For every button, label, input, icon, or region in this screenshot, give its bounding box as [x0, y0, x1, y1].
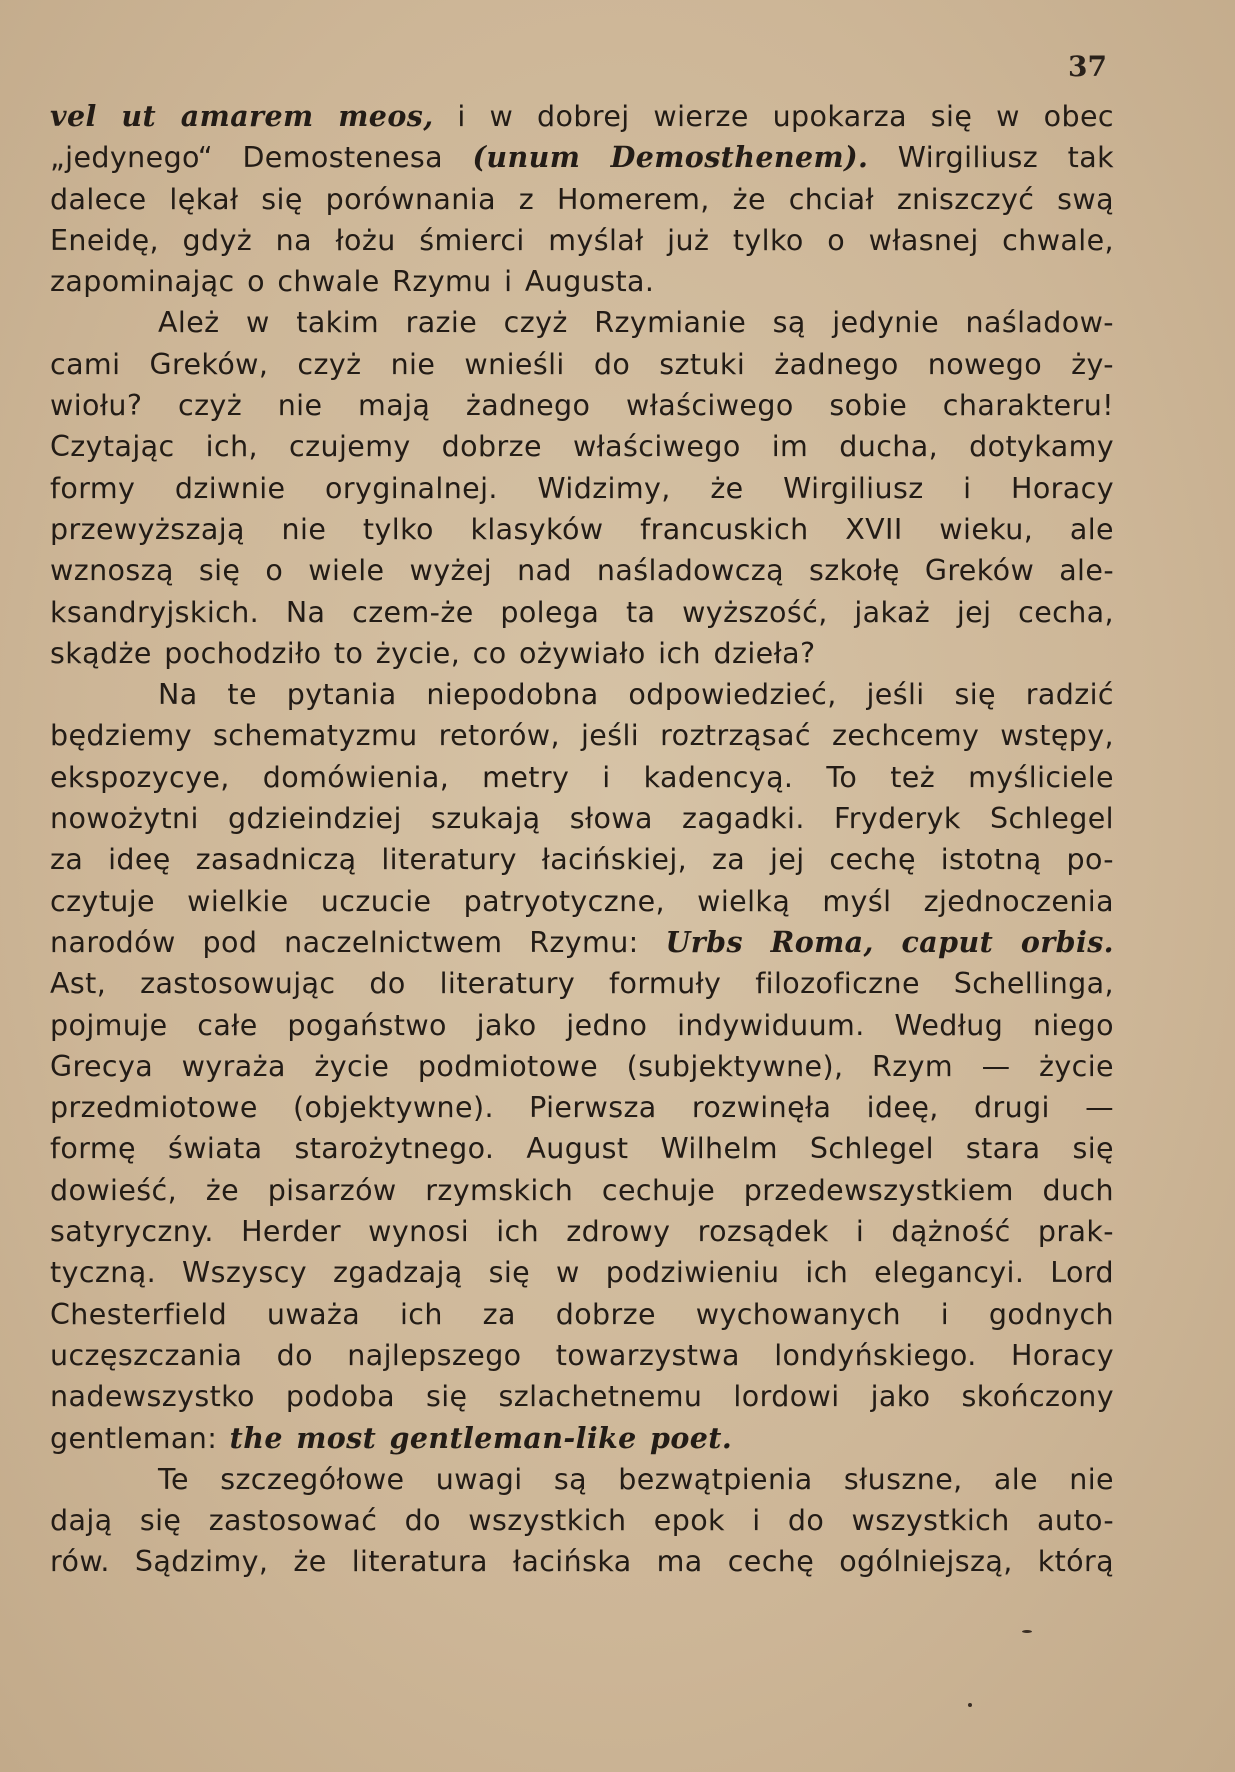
- text-segment: wiołu? czyż nie mają żadnego właściwego sobie charakteru!: [50, 389, 1114, 423]
- text-segment: czytuje wielkie uczucie patryotyczne, wielką myśl zjednoczenia: [50, 884, 1114, 918]
- text-line: [50, 592, 1114, 633]
- text-segment: przewyższają nie tylko klasyków francuskich XVII wieku, ale: [50, 512, 1114, 546]
- text-line: [50, 839, 1114, 880]
- text-segment: Ależ w takim razie czyż Rzymianie są jedynie naśladow-: [158, 306, 1114, 340]
- text-line: [50, 550, 1114, 591]
- text-line: [50, 1170, 1114, 1211]
- text-segment: narodów pod naczelnictwem Rzymu:: [50, 925, 666, 959]
- text-segment: formy dziwnie oryginalnej. Widzimy, że Wirgiliusz i Horacy: [50, 471, 1114, 505]
- text-line: [50, 1376, 1114, 1417]
- text-segment: uczęszczania do najlepszego towarzystwa londyńskiego. Horacy: [50, 1338, 1114, 1372]
- text-line: [50, 1294, 1114, 1335]
- text-segment: będziemy schematyzmu retorów, jeśli roztrząsać zechcemy wstępy,: [50, 719, 1114, 753]
- text-segment: Te szczegółowe uwagi są bezwątpienia słuszne, ale nie: [158, 1462, 1114, 1496]
- text-segment: ekspozycye, domówienia, metry i kadencyą. To też myśliciele: [50, 760, 1114, 794]
- text-segment: Wirgiliusz tak: [868, 141, 1114, 175]
- text-line: [50, 468, 1114, 509]
- text-line: [50, 302, 1114, 343]
- paper-speck: [968, 1703, 972, 1707]
- text-segment: tyczną. Wszyscy zgadzają się w podziwieniu ich elegancyi. Lord: [50, 1256, 1114, 1290]
- paper-speck: [1022, 1630, 1032, 1633]
- text-line: [50, 1128, 1114, 1169]
- italic-phrase: Urbs Roma, caput orbis.: [665, 924, 1114, 959]
- italic-phrase: the most gentleman-like poet.: [229, 1420, 733, 1455]
- text-line: [50, 798, 1114, 839]
- text-segment: nadewszystko podoba się szlachetnemu lordowi jako skończony: [50, 1380, 1114, 1414]
- text-segment: wznoszą się o wiele wyżej nad naśladowczą szkołę Greków ale-: [50, 554, 1114, 588]
- text-line: [50, 137, 1114, 178]
- text-line: [50, 1335, 1114, 1376]
- text-segment: Chesterfield uważa ich za dobrze wychowanych i godnych: [50, 1297, 1114, 1331]
- text-segment: „jedynego“ Demostenesa: [50, 141, 473, 175]
- text-segment: dają się zastosować do wszystkich epok i do wszystkich auto-: [50, 1504, 1114, 1538]
- italic-phrase: vel ut amarem meos,: [50, 99, 434, 133]
- text-segment: nowożytni gdzieindziej szukają słowa zagadki. Fryderyk Schlegel: [50, 802, 1114, 836]
- text-line: [50, 963, 1114, 1004]
- text-line: [50, 261, 1114, 302]
- text-segment: Eneidę, gdyż na łożu śmierci myślał już tylko o własnej chwale,: [50, 223, 1114, 257]
- text-segment: satyryczny. Herder wynosi ich zdrowy rozsądek i dążność prak-: [50, 1215, 1114, 1249]
- text-line: [50, 220, 1114, 261]
- text-segment: gentleman:: [50, 1421, 230, 1455]
- body-text: [50, 96, 1114, 1583]
- text-segment: dowieść, że pisarzów rzymskich cechuje przedewszystkiem duch: [50, 1173, 1114, 1207]
- italic-phrase: (unum Demosthenem).: [472, 140, 869, 175]
- text-segment: za ideę zasadniczą literatury łacińskiej, za jej cechę istotną po-: [50, 843, 1114, 877]
- text-line: [50, 922, 1114, 963]
- text-line: [50, 344, 1114, 385]
- text-line: [50, 1211, 1114, 1252]
- text-segment: skądże pochodziło to życie, co ożywiało ich dzieła?: [50, 636, 816, 670]
- text-segment: rów. Sądzimy, że literatura łacińska ma cechę ogólniejszą, którą: [50, 1545, 1114, 1579]
- text-segment: Ast, zastosowując do literatury formuły filozoficzne Schellinga,: [50, 967, 1114, 1001]
- text-line: [50, 96, 1114, 137]
- text-line: [50, 674, 1114, 715]
- text-segment: pojmuje całe pogaństwo jako jedno indywiduum. Według niego: [50, 1008, 1114, 1042]
- text-line: [50, 1418, 1114, 1459]
- text-segment: Grecya wyraża życie podmiotowe (subjektywne), Rzym — życie: [50, 1049, 1114, 1083]
- text-line: [50, 385, 1114, 426]
- text-segment: Na te pytania niepodobna odpowiedzieć, jeśli się radzić: [158, 678, 1114, 712]
- text-line: [50, 179, 1114, 220]
- page-number: 37: [1068, 50, 1107, 83]
- text-line: [50, 633, 1114, 674]
- text-segment: dalece lękał się porównania z Homerem, że chciał zniszczyć swą: [50, 182, 1114, 216]
- text-segment: i w dobrej wierze upokarza się w obec: [433, 100, 1114, 133]
- text-line: [50, 1046, 1114, 1087]
- text-line: [50, 715, 1114, 756]
- text-segment: cami Greków, czyż nie wnieśli do sztuki żadnego nowego ży-: [50, 347, 1114, 381]
- text-line: [50, 1459, 1114, 1500]
- text-line: [50, 1541, 1114, 1582]
- text-line: [50, 1005, 1114, 1046]
- text-line: [50, 509, 1114, 550]
- text-segment: formę świata starożytnego. August Wilhelm Schlegel stara się: [50, 1132, 1114, 1166]
- text-line: [50, 1252, 1114, 1293]
- text-line: [50, 1500, 1114, 1541]
- text-line: [50, 1087, 1114, 1128]
- text-line: [50, 881, 1114, 922]
- text-segment: Czytając ich, czujemy dobrze właściwego im ducha, dotykamy: [50, 430, 1114, 464]
- text-segment: ksandryjskich. Na czem-że polega ta wyższość, jakaż jej cecha,: [50, 595, 1114, 629]
- text-segment: przedmiotowe (objektywne). Pierwsza rozwinęła ideę, drugi —: [50, 1091, 1114, 1125]
- text-segment: zapominając o chwale Rzymu i Augusta.: [50, 265, 655, 299]
- text-line: [50, 426, 1114, 467]
- text-line: [50, 757, 1114, 798]
